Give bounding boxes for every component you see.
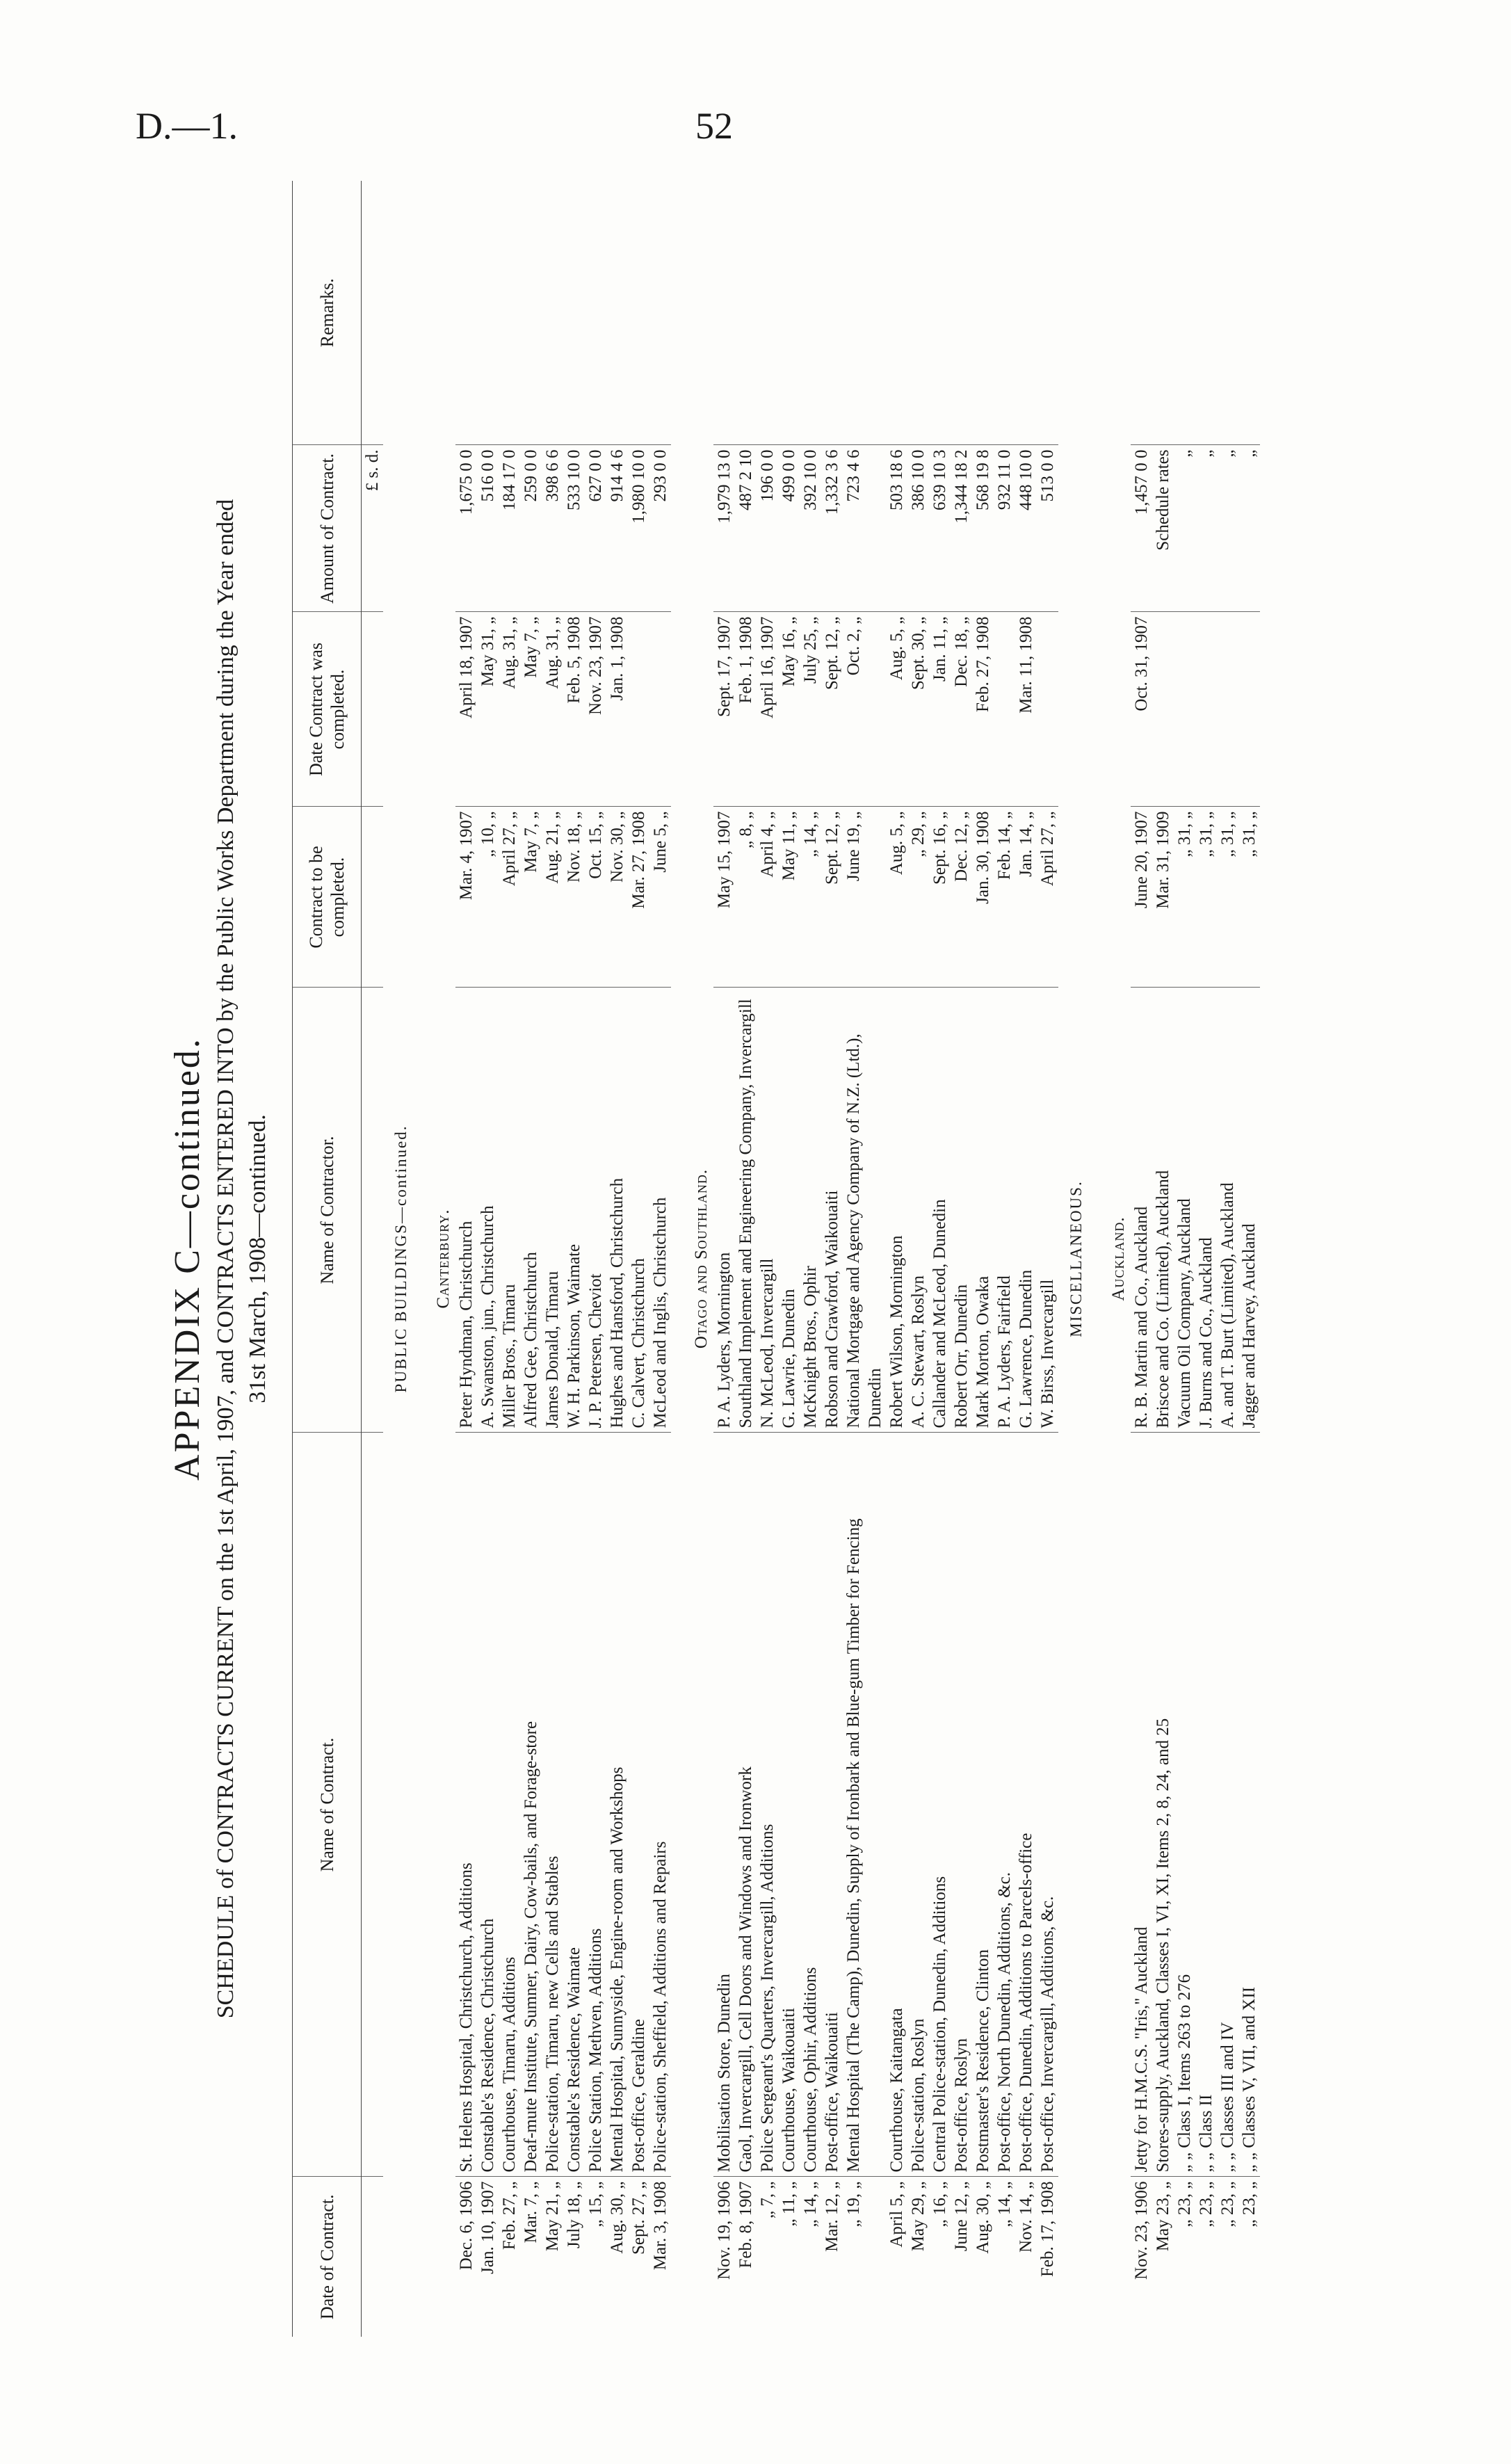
amount-cell: 196 0 0 <box>757 445 778 612</box>
remarks-cell <box>907 181 929 445</box>
completed-date-cell: April 16, 1907 <box>757 612 778 807</box>
remarks-cell <box>499 181 520 445</box>
contractor-cell: Southland Implement and Engineering Company, Invercargill <box>735 988 757 1433</box>
date-cell: Mar. 12, „ <box>823 2181 841 2252</box>
date-cell: „ 23, „ <box>1175 2181 1194 2228</box>
rotated-schedule <box>167 181 1349 2337</box>
due-date-cell: Dec. 12, „ <box>951 807 972 988</box>
date-cell: „ 15, „ <box>586 2181 605 2228</box>
due-date-cell: June 20, 1907 <box>1131 807 1152 988</box>
due-date-cell: May 7, „ <box>520 807 542 988</box>
completed-date-cell <box>1217 612 1238 807</box>
date-cell: May 21, „ <box>543 2181 562 2252</box>
amount-cell: 259 0 0 <box>520 445 542 612</box>
section-heading: Otago and Southland. <box>692 1168 711 1349</box>
due-date-cell: „ 14, „ <box>800 807 821 988</box>
completed-date-cell <box>628 612 649 807</box>
contract-name-cell: Postmaster's Residence, Clinton <box>972 1433 994 2177</box>
amount-cell: 487 2 10 <box>735 445 757 612</box>
due-date-cell: April 27, „ <box>1037 807 1058 988</box>
contract-name-cell: Jetty for H.M.C.S. "Iris," Auckland <box>1131 1433 1152 2177</box>
table-row <box>951 181 972 2337</box>
contractor-cell: J. P. Petersen, Cheviot <box>585 988 606 1433</box>
contract-name-cell: Courthouse, Kaitangata <box>886 1433 907 2177</box>
contract-name-cell: Police Station, Methven, Additions <box>585 1433 606 2177</box>
contract-name-cell: Stores-supply, Auckland, Classes I, VI, XI, Items 2, 8, 24, and 25 <box>1152 1433 1174 2177</box>
col-date-completed: Date Contract was completed. <box>293 612 362 807</box>
due-date-cell: Sept. 12, „ <box>821 807 843 988</box>
table-row <box>499 181 520 2337</box>
schedule-title-continued: 31st March, 1908—continued. <box>245 1114 270 1403</box>
contract-name-cell: Courthouse, Waikouaiti <box>778 1433 800 2177</box>
due-date-cell: Mar. 27, 1908 <box>628 807 649 988</box>
completed-date-cell: July 25, „ <box>800 612 821 807</box>
section-heading-row <box>684 181 713 2337</box>
table-row <box>563 181 585 2337</box>
amount-cell: 1,457 0 0 <box>1131 445 1152 612</box>
contractor-cell: P. A. Lyders, Mornington <box>713 988 735 1433</box>
contractor-cell: Jagger and Harvey, Auckland <box>1238 988 1260 1433</box>
completed-date-cell <box>649 612 671 807</box>
amount-cell: „ <box>1195 445 1217 612</box>
table-row <box>735 181 757 2337</box>
date-cell: „ 11, „ <box>779 2181 798 2227</box>
table-row <box>843 181 886 2337</box>
contract-name-cell: Constable's Residence, Waimate <box>563 1433 585 2177</box>
remarks-cell <box>1037 181 1058 445</box>
table-row <box>929 181 951 2337</box>
date-cell: July 18, „ <box>565 2181 583 2249</box>
due-date-cell: „ 31, „ <box>1238 807 1260 988</box>
empty-cell <box>362 988 384 1433</box>
due-date-cell: Nov. 18, „ <box>563 807 585 988</box>
contractor-cell: Robert Wilson, Mornington <box>886 988 907 1433</box>
table-row <box>757 181 778 2337</box>
table-row <box>1217 181 1238 2337</box>
table-row <box>778 181 800 2337</box>
contractor-cell: Mark Morton, Owaka <box>972 988 994 1433</box>
table-row <box>800 181 821 2337</box>
remarks-cell <box>821 181 843 445</box>
amount-cell: Schedule rates <box>1152 445 1174 612</box>
completed-date-cell: Aug. 31, „ <box>499 612 520 807</box>
contract-name-cell: Gaol, Invercargill, Cell Doors and Windows and Ironwork <box>735 1433 757 2177</box>
table-row <box>1195 181 1217 2337</box>
completed-date-cell: April 18, 1907 <box>455 612 477 807</box>
contractor-cell: Robert Orr, Dunedin <box>951 988 972 1433</box>
contract-name-cell: Mobilisation Store, Dunedin <box>713 1433 735 2177</box>
contractor-cell: A. Swanston, jun., Christchurch <box>477 988 499 1433</box>
completed-date-cell: May 7, „ <box>520 612 542 807</box>
date-cell: Dec. 6, 1906 <box>457 2181 476 2271</box>
col-name-of-contract: Name of Contract. <box>293 1433 362 2177</box>
col-amount: Amount of Contract. <box>293 445 362 612</box>
amount-cell: 639 10 3 <box>929 445 951 612</box>
date-cell: „ 14, „ <box>801 2181 820 2228</box>
schedule-title: SCHEDULE of CONTRACTS CURRENT on the 1st April, 1907, and CONTRACTS ENTERED INTO by the Public Works Department during the Year ended <box>213 499 239 2019</box>
contract-name-cell: Courthouse, Timaru, Additions <box>499 1433 520 2177</box>
contractor-cell: Vacuum Oil Company, Auckland <box>1174 988 1195 1433</box>
section-spacer <box>413 181 426 2337</box>
date-cell: May 29, „ <box>909 2181 928 2252</box>
amount-cell: 914 4 6 <box>606 445 628 612</box>
spacer-cell <box>671 181 684 2337</box>
completed-date-cell <box>1174 612 1195 807</box>
table-row <box>886 181 907 2337</box>
remarks-cell <box>757 181 778 445</box>
completed-date-cell <box>1152 612 1174 807</box>
contractor-cell: N. McLeod, Invercargill <box>757 988 778 1433</box>
amount-cell: 513 0 0 <box>1037 445 1058 612</box>
contract-name-cell: „ „ Classes III and IV <box>1217 1433 1238 2177</box>
contractor-cell: A. C. Stewart, Roslyn <box>907 988 929 1433</box>
table-row <box>585 181 606 2337</box>
remarks-cell <box>713 181 735 445</box>
contractor-cell: Robson and Crawford, Waikouaiti <box>821 988 843 1433</box>
completed-date-cell: Oct. 31, 1907 <box>1131 612 1152 807</box>
section-heading: Auckland. <box>1109 1216 1128 1301</box>
contract-name-cell: „ „ Class I, Items 263 to 276 <box>1174 1433 1195 2177</box>
contract-name-cell: Police-station, Timaru, new Cells and Stables <box>542 1433 563 2177</box>
contract-name-cell: Courthouse, Ophir, Additions <box>800 1433 821 2177</box>
empty-cell <box>362 2177 384 2337</box>
contract-name-cell: Post-office, Geraldine <box>628 1433 649 2177</box>
amount-cell: 1,980 10 0 <box>628 445 649 612</box>
section-heading-row <box>426 181 455 2337</box>
remarks-cell <box>563 181 585 445</box>
date-cell: „ 7, „ <box>758 2181 777 2219</box>
remarks-cell <box>800 181 821 445</box>
amount-cell: 392 10 0 <box>800 445 821 612</box>
contract-name-cell: Police Sergeant's Quarters, Invercargill, Additions <box>757 1433 778 2177</box>
col-contract-to-be-completed: Contract to be completed. <box>293 807 362 988</box>
contract-name-cell: Deaf-mute Institute, Sumner, Dairy, Cow-bails, and Forage-store <box>520 1433 542 2177</box>
remarks-cell <box>972 181 994 445</box>
amount-cell: 516 0 0 <box>477 445 499 612</box>
section-heading-row <box>383 181 413 2337</box>
completed-date-cell: Sept. 30, „ <box>907 612 929 807</box>
contractor-cell: Alfred Gee, Christchurch <box>520 988 542 1433</box>
section-spacer <box>671 181 684 2337</box>
amount-cell: 723 4 6 <box>843 445 886 612</box>
contractor-cell: National Mortgage and Agency Company of N.Z. (Ltd.), Dunedin <box>843 988 886 1433</box>
date-cell: Nov. 19, 1906 <box>715 2181 734 2280</box>
completed-date-cell: Feb. 27, 1908 <box>972 612 994 807</box>
remarks-cell <box>951 181 972 445</box>
date-cell: Mar. 3, 1908 <box>651 2181 670 2271</box>
page-number: 52 <box>695 105 733 147</box>
contractor-cell: McKnight Bros., Ophir <box>800 988 821 1433</box>
amount-cell: „ <box>1217 445 1238 612</box>
contract-name-cell: „ „ Class II <box>1195 1433 1217 2177</box>
completed-date-cell: Feb. 5, 1908 <box>563 612 585 807</box>
contract-name-cell: Police-station, Sheffield, Additions and Repairs <box>649 1433 671 2177</box>
amount-cell: 1,344 18 2 <box>951 445 972 612</box>
col-date-of-contract: Date of Contract. <box>293 2177 362 2337</box>
due-date-cell: May 15, 1907 <box>713 807 735 988</box>
amount-cell: 1,675 0 0 <box>455 445 477 612</box>
table-row <box>1037 181 1058 2337</box>
spacer-cell <box>1088 181 1101 2337</box>
amount-cell: 386 10 0 <box>907 445 929 612</box>
appendix-title: APPENDIX C—continued. <box>168 1037 207 1481</box>
remarks-cell <box>542 181 563 445</box>
due-date-cell: „ 8, „ <box>735 807 757 988</box>
table-row <box>520 181 542 2337</box>
due-date-cell: „ 29, „ <box>907 807 929 988</box>
date-cell: „ 23, „ <box>1197 2181 1215 2228</box>
date-cell: Feb. 8, 1907 <box>736 2181 755 2269</box>
amount-cell: 568 19 8 <box>972 445 994 612</box>
contractor-cell: W. Birss, Invercargill <box>1037 988 1058 1433</box>
contractor-cell: R. B. Martin and Co., Auckland <box>1131 988 1152 1433</box>
completed-date-cell <box>994 612 1015 807</box>
empty-cell <box>362 1433 384 2177</box>
table-body <box>362 181 1261 2337</box>
amount-cell: 293 0 0 <box>649 445 671 612</box>
due-date-cell: Mar. 31, 1909 <box>1152 807 1174 988</box>
remarks-cell <box>520 181 542 445</box>
completed-date-cell: May 31, „ <box>477 612 499 807</box>
table-row <box>1238 181 1260 2337</box>
completed-date-cell: Oct. 2, „ <box>843 612 886 807</box>
amount-cell: 499 0 0 <box>778 445 800 612</box>
contract-name-cell: „ „ Classes V, VII, and XII <box>1238 1433 1260 2177</box>
amount-cell: „ <box>1174 445 1195 612</box>
completed-date-cell: Feb. 1, 1908 <box>735 612 757 807</box>
contractor-cell: J. Burns and Co., Auckland <box>1195 988 1217 1433</box>
amount-cell: „ <box>1238 445 1260 612</box>
amount-cell: 627 0 0 <box>585 445 606 612</box>
remarks-cell <box>886 181 907 445</box>
due-date-cell: Feb. 14, „ <box>994 807 1015 988</box>
date-cell: Feb. 27, „ <box>500 2181 519 2250</box>
remarks-cell <box>1195 181 1217 445</box>
completed-date-cell <box>1037 612 1058 807</box>
date-cell: Mar. 7, „ <box>522 2181 540 2244</box>
section-heading: MISCELLANEOUS. <box>1067 1180 1085 1337</box>
section-spacer <box>1088 181 1101 2337</box>
contractor-cell: Peter Hyndman, Christchurch <box>455 988 477 1433</box>
contract-name-cell: Post-office, Roslyn <box>951 1433 972 2177</box>
due-date-cell: June 5, „ <box>649 807 671 988</box>
completed-date-cell: Jan. 11, „ <box>929 612 951 807</box>
table-row <box>713 181 735 2337</box>
remarks-cell <box>628 181 649 445</box>
remarks-cell <box>585 181 606 445</box>
date-cell: „ 14, „ <box>995 2181 1014 2228</box>
amount-cell: 1,332 3 6 <box>821 445 843 612</box>
contractor-cell: Callander and McLeod, Dunedin <box>929 988 951 1433</box>
remarks-cell <box>1174 181 1195 445</box>
col-name-of-contractor: Name of Contractor. <box>293 988 362 1433</box>
date-cell: „ 16, „ <box>930 2181 949 2228</box>
amount-cell: 448 10 0 <box>1015 445 1037 612</box>
contract-name-cell: Post-office, Invercargill, Additions, &c. <box>1037 1433 1058 2177</box>
completed-date-cell <box>1238 612 1260 807</box>
contract-name-cell: Constable's Residence, Christchurch <box>477 1433 499 2177</box>
remarks-cell <box>929 181 951 445</box>
table-row <box>455 181 477 2337</box>
remarks-cell <box>1015 181 1037 445</box>
remarks-cell <box>1238 181 1260 445</box>
table-row <box>649 181 671 2337</box>
contractor-cell: Miller Bros., Timaru <box>499 988 520 1433</box>
table-row <box>1174 181 1195 2337</box>
col-remarks: Remarks. <box>293 181 362 445</box>
completed-date-cell: Sept. 12, „ <box>821 612 843 807</box>
contracts-table <box>292 181 1260 2337</box>
date-cell: April 5, „ <box>887 2181 906 2248</box>
table-header-row <box>293 181 362 2337</box>
completed-date-cell: Jan. 1, 1908 <box>606 612 628 807</box>
remarks-cell <box>735 181 757 445</box>
date-cell: Sept. 27, „ <box>629 2181 648 2255</box>
amount-cell: 932 11 0 <box>994 445 1015 612</box>
table-row <box>542 181 563 2337</box>
contractor-cell: Briscoe and Co. (Limited), Auckland <box>1152 988 1174 1433</box>
section-heading-row <box>1101 181 1131 2337</box>
table-row <box>972 181 994 2337</box>
due-date-cell: Sept. 16, „ <box>929 807 951 988</box>
due-date-cell: Mar. 4, 1907 <box>455 807 477 988</box>
table-row <box>628 181 649 2337</box>
date-cell: Nov. 23, 1906 <box>1132 2181 1151 2280</box>
table-row <box>907 181 929 2337</box>
due-date-cell: Aug. 21, „ <box>542 807 563 988</box>
contractor-cell: P. A. Lyders, Fairfield <box>994 988 1015 1433</box>
due-date-cell: „ 31, „ <box>1174 807 1195 988</box>
section-heading-row <box>1058 181 1088 2337</box>
completed-date-cell: May 16, „ <box>778 612 800 807</box>
table-row <box>994 181 1015 2337</box>
due-date-cell: May 11, „ <box>778 807 800 988</box>
remarks-cell <box>994 181 1015 445</box>
remarks-cell <box>843 181 886 445</box>
amount-cell: 398 6 6 <box>542 445 563 612</box>
due-date-cell: April 27, „ <box>499 807 520 988</box>
remarks-cell <box>606 181 628 445</box>
completed-date-cell <box>1195 612 1217 807</box>
contract-name-cell: Post-office, Waikouaiti <box>821 1433 843 2177</box>
remarks-cell <box>778 181 800 445</box>
due-date-cell: Nov. 30, „ <box>606 807 628 988</box>
due-date-cell: „ 31, „ <box>1217 807 1238 988</box>
amount-cell: 533 10 0 <box>563 445 585 612</box>
due-date-cell: „ 31, „ <box>1195 807 1217 988</box>
contractor-cell: C. Calvert, Christchurch <box>628 988 649 1433</box>
date-cell: „ 23, „ <box>1240 2181 1259 2228</box>
date-cell: Nov. 14, „ <box>1017 2181 1035 2253</box>
contractor-cell: James Donald, Timaru <box>542 988 563 1433</box>
contract-name-cell: Central Police-station, Dunedin, Additions <box>929 1433 951 2177</box>
due-date-cell: April 4, „ <box>757 807 778 988</box>
amount-unit-row <box>362 181 384 2337</box>
due-date-cell: Aug. 5, „ <box>886 807 907 988</box>
contractor-cell: McLeod and Inglis, Christchurch <box>649 988 671 1433</box>
empty-cell <box>362 807 384 988</box>
contract-name-cell: Mental Hospital (The Camp), Dunedin, Supply of Ironbark and Blue-gum Timber for Fencing <box>843 1433 886 2177</box>
table-row <box>477 181 499 2337</box>
contract-name-cell: Post-office, Dunedin, Additions to Parcels-office <box>1015 1433 1037 2177</box>
completed-date-cell: Nov. 23, 1907 <box>585 612 606 807</box>
contract-name-cell: Mental Hospital, Sunnyside, Engine-room and Workshops <box>606 1433 628 2177</box>
section-heading: Canterbury. <box>434 1209 453 1309</box>
completed-date-cell: Sept. 17, 1907 <box>713 612 735 807</box>
remarks-cell <box>1217 181 1238 445</box>
date-cell: „ 23, „ <box>1218 2181 1237 2228</box>
completed-date-cell: Mar. 11, 1908 <box>1015 612 1037 807</box>
table-row <box>1152 181 1174 2337</box>
date-cell: Jan. 10, 1907 <box>478 2181 497 2274</box>
date-cell: June 12, „ <box>952 2181 971 2252</box>
table-row <box>606 181 628 2337</box>
contractor-cell: W. H. Parkinson, Waimate <box>563 988 585 1433</box>
remarks-cell <box>477 181 499 445</box>
remarks-cell <box>1131 181 1152 445</box>
date-cell: „ 19, „ <box>844 2181 863 2228</box>
section-heading: PUBLIC BUILDINGS—continued. <box>392 1125 410 1393</box>
completed-date-cell: Aug. 5, „ <box>886 612 907 807</box>
remarks-cell <box>455 181 477 445</box>
due-date-cell: Jan. 30, 1908 <box>972 807 994 988</box>
due-date-cell: June 19, „ <box>843 807 886 988</box>
contract-name-cell: Post-office, North Dunedin, Additions, &c. <box>994 1433 1015 2177</box>
contract-name-cell: St. Helens Hospital, Christchurch, Additions <box>455 1433 477 2177</box>
completed-date-cell: Aug. 31, „ <box>542 612 563 807</box>
due-date-cell: Jan. 14, „ <box>1015 807 1037 988</box>
date-cell: Aug. 30, „ <box>973 2181 992 2254</box>
due-date-cell: „ 10, „ <box>477 807 499 988</box>
date-cell: May 23, „ <box>1154 2181 1172 2252</box>
contract-name-cell: Police-station, Roslyn <box>907 1433 929 2177</box>
remarks-cell <box>649 181 671 445</box>
table-row <box>821 181 843 2337</box>
amount-cell: 184 17 0 <box>499 445 520 612</box>
empty-cell <box>362 612 384 807</box>
amount-cell: 503 18 6 <box>886 445 907 612</box>
date-cell: Aug. 30, „ <box>608 2181 627 2254</box>
due-date-cell: Oct. 15, „ <box>585 807 606 988</box>
page-reference: D.—1. <box>136 105 238 147</box>
amount-unit-label: £ s. d. <box>362 445 384 612</box>
remarks-cell <box>1152 181 1174 445</box>
contractor-cell: G. Lawrence, Dunedin <box>1015 988 1037 1433</box>
table-row <box>1131 181 1152 2337</box>
table-row <box>1015 181 1037 2337</box>
contractor-cell: A. and T. Burt (Limited), Auckland <box>1217 988 1238 1433</box>
completed-date-cell: Dec. 18, „ <box>951 612 972 807</box>
contractor-cell: G. Lawrie, Dunedin <box>778 988 800 1433</box>
empty-cell <box>362 181 384 445</box>
amount-cell: 1,979 13 0 <box>713 445 735 612</box>
spacer-cell <box>413 181 426 2337</box>
contractor-cell: Hughes and Hansford, Christchurch <box>606 988 628 1433</box>
date-cell: Feb. 17, 1908 <box>1038 2181 1057 2277</box>
